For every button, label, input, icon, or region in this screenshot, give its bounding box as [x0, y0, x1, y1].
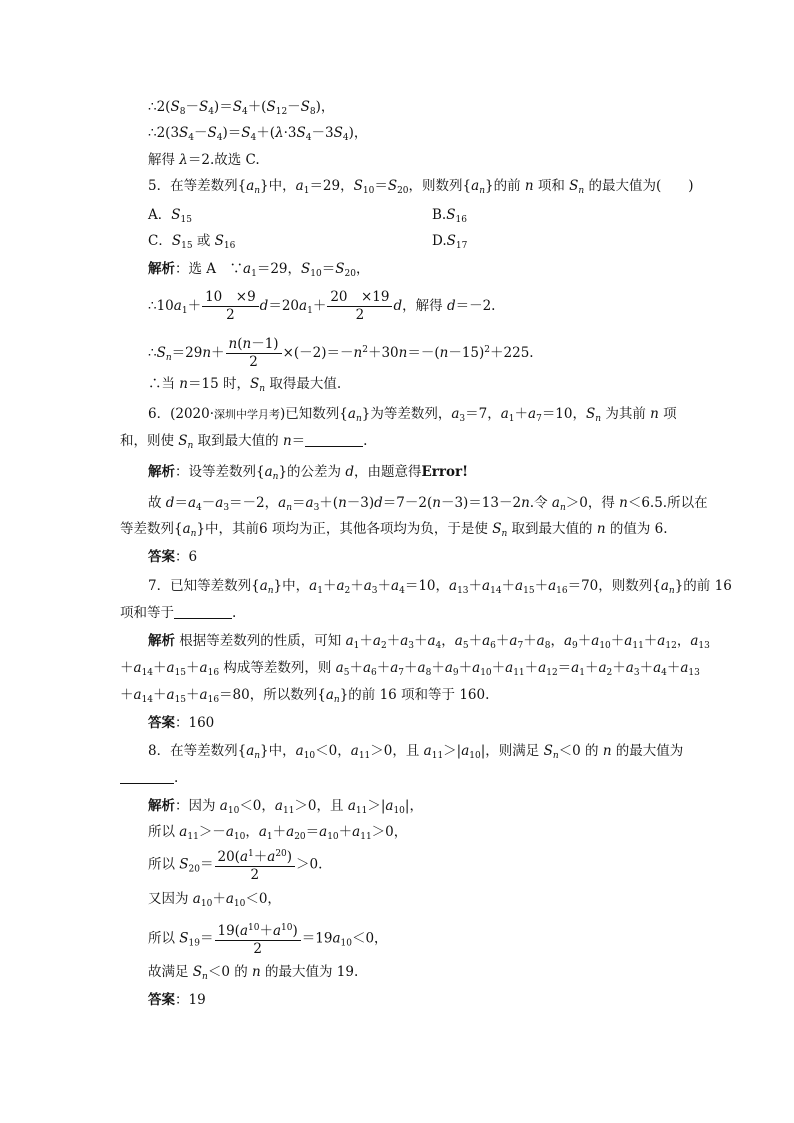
choice-c: C．$S_{15}$ 或 $S_{16}$: [148, 233, 236, 251]
question-8-line-1: 8．在等差数列$\{a_n\}$中，$a_{10}<0$，$a_{11}>0$，且 $a_{11}>|a_{10}|$，则满足 $S_n<0$ 的 n 的最大值为: [148, 743, 684, 761]
question-8-line-2: .: [120, 768, 178, 788]
q6-answer: 答案：6: [148, 549, 198, 565]
q8-solution-1: 解析：因为 $a_{10}<0$，$a_{11}>0$，且 $a_{11}>|a_{10}|$，: [148, 798, 423, 816]
q5-solution-3: $\therefore S_n=29n+$ $\frac{n(n-1)}{2}$ $\times(-2)=-n^2+30n=-(n-15)^2+225$.: [148, 336, 534, 370]
q8-solution-3: 所以 $S_{20}=$ $\frac{20(a^1+a^{20})}{2}$ ＞0.: [148, 846, 322, 888]
solution-line-3: 解得 λ＝2.故选 C.: [148, 152, 260, 168]
q8-solution-6: 故满足 $S_n<0$ 的 n 的最大值为 19.: [148, 964, 359, 982]
q6-solution-2: 故 $d=a_4-a_3=-2$，$a_n=a_3+(n-3)d=7-2(n-3)=13-2n$.令 $a_n>0$，得 n＜6.5.所以在: [148, 495, 708, 513]
q5-solution-4: ∴当 n＝15 时，$S_n$ 取得最大值.: [148, 376, 342, 394]
q5-solution-1: 解析：选 A $\because a_1=29$，$S_{10}=S_{20}$，: [148, 261, 370, 279]
question-6-line-2: 和，则使 $S_n$ 取到最大值的 n＝ .: [120, 433, 368, 451]
q6-solution-3: 等差数列$\{a_n\}$中，其前6 项均为正，其他各项均为负，于是使 $S_n$ 取到最大值的 n 的值为 6.: [120, 521, 668, 539]
q8-answer: 答案：19: [148, 992, 206, 1008]
q8-solution-5: 所以 $S_{19}=$ $\frac{19(a^{10}+a^{10})}{2}$ $=19a_{10}<0$，: [148, 920, 388, 962]
choice-d: $D.S_{17}$: [432, 233, 468, 251]
choice-b: $B.S_{16}$: [432, 207, 467, 225]
q5-solution-2: $\therefore 10a_1+$ $\frac{10 \times 9}{2}$ $d=20a_1+$ $\frac{20 \times 19}{2}$ d，解得 d＝－2.: [148, 289, 496, 323]
choice-a: A．$S_{15}$: [148, 207, 192, 225]
q8-solution-2: 所以 $a_{11}>-a_{10}$，$a_1+a_{20}=a_{10}+a_{11}>0$，: [148, 824, 408, 842]
question-7-line-1: 7．已知等差数列$\{a_n\}$中，$a_1+a_2+a_3+a_4=10$，$a_{13}+a_{14}+a_{15}+a_{16}=70$，则数列$\{a_n\}$的前 16: [148, 578, 732, 596]
q7-solution-2: $+a_{14}+a_{15}+a_{16}$ 构成等差数列，则 $a_5+a_6+a_7+a_8+a_9+a_{10}+a_{11}+a_{12}=a_1+a_2+a_3+a_4+a_{13}$: [120, 660, 700, 678]
question-7-line-2: 项和等于 .: [120, 605, 237, 621]
solution-line-1: $\therefore 2(S_8-S_4)=S_4+(S_{12}-S_8)$，: [148, 99, 335, 117]
solution-line-2: $\therefore 2(3S_4-S_4)=S_4+(\lambda\cdot 3S_4-3S_4)$，: [148, 125, 368, 143]
question-6-line-1: 6．(2020·深圳中学月考)已知数列$\{a_n\}$为等差数列，$a_3=7$，$a_1+a_7=10$，$S_n$ 为其前 n 项: [148, 406, 677, 424]
question-5: 5．在等差数列$\{a_n\}$中，$a_1=29$，$S_{10}=S_{20}$，则数列$\{a_n\}$的前 n 项和 $S_n$ 的最大值为( ): [148, 178, 694, 196]
q7-answer: 答案：160: [148, 715, 215, 731]
q7-solution-3: $+a_{14}+a_{15}+a_{16}=80$，所以数列$\{a_n\}$的前 16 项和等于 160.: [120, 687, 490, 705]
q6-solution-1: 解析：设等差数列$\{a_n\}$的公差为 d，由题意得Error!: [148, 464, 469, 482]
q7-solution-1: 解析 根据等差数列的性质，可知 $a_1+a_2+a_3+a_4$，$a_5+a_6+a_7+a_8$，$a_9+a_{10}+a_{11}+a_{12}$，$a_{13}$: [148, 633, 710, 651]
q8-solution-4: 又因为 $a_{10}+a_{10}<0$，: [148, 891, 281, 909]
